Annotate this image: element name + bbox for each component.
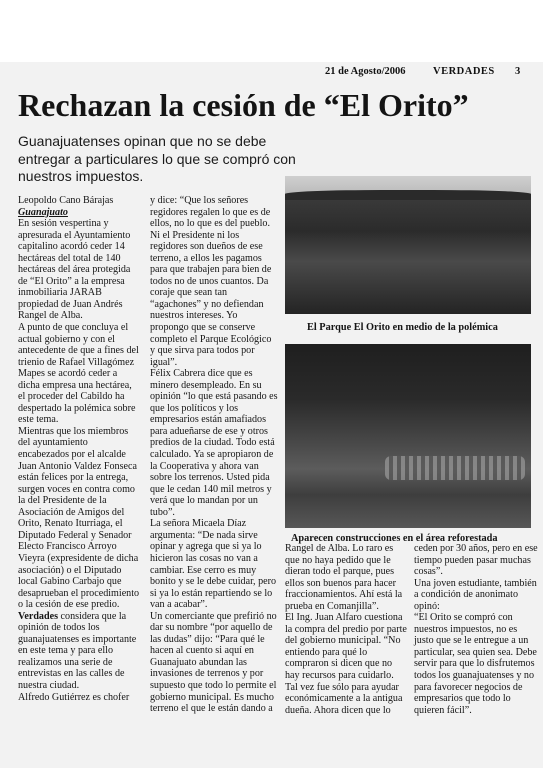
paragraph: Mientras que los miembros del ayuntamiento encabezados por el alcalde Juan Antonio Valdez Fonseca están felices por la entrega, surgen voces en contra como la del Presidente de la Asociación de Amigos del Orito, Renato Iturriaga, el Diputado Federal y Senador Electo Francisco Arroyo Vieyra (expresidente de dicha asociación) o el Diputado local Gabino Carbajo que desaprueban el procedimiento o la cesión de ese predio. <box>18 425 140 611</box>
subheadline: Guanajuatenses opinan que no se debe entregar a particulares lo que se compró con nuestros impuestos. <box>18 133 296 184</box>
article-column-2 <box>150 195 278 715</box>
verdades-rest: considera que la opinión de todos los guanajuatenses es importante en este tema y para ello realizamos una serie de entrevistas en las calles de nuestra ciudad. <box>18 610 137 691</box>
headline: Rechazan la cesión de “El Orito” <box>18 87 469 123</box>
paragraph: Una joven estudiante, también a condición de anonimato opinó: <box>414 577 537 612</box>
paragraph-verdades <box>18 611 140 692</box>
photo-reforested-area <box>285 344 531 528</box>
paragraph: Alfredo Gutiérrez es chofer <box>18 691 130 703</box>
publication-name: VERDADES <box>433 66 495 77</box>
photo-rocks <box>385 456 525 480</box>
paragraph: Rangel de Alba. Lo raro es que no haya pedido que le dieran todo el parque, pues ellos son buenos para hacer fraccionamientos. Ahí está la prueba en Comanjilla”. <box>285 543 403 612</box>
page-number: 3 <box>515 66 521 77</box>
photo-el-orito-park <box>285 176 531 314</box>
top-margin <box>0 0 543 62</box>
paragraph: Félix Cabrera dice que es minero desempleado. En su opinión “lo que está pasando es que los políticos y los empresarios están amafiados para adueñarse de ese y otros predios de la ciudad. Todo está calculado. Ya se apropiaron de la Cooperativa y ahora van sobre los terrenos. Usted pida que le cedan 140 mil metros y verá que lo mandan por un tubo”. <box>150 368 278 518</box>
photo-ridge <box>285 190 531 200</box>
article-column-1 <box>18 195 140 703</box>
verdades-lead: Verdades <box>18 610 59 622</box>
byline-location: Guanajuato <box>18 206 68 218</box>
photo-caption-2: Aparecen construcciones en el área reforestada <box>291 533 498 544</box>
article-column-4 <box>414 543 538 716</box>
page-header <box>0 64 543 80</box>
photo-caption-1: El Parque El Orito en medio de la polémica <box>307 322 498 333</box>
paragraph: y dice: “Que los señores regidores regalen lo que es de ellos, no lo que es del pueblo. Ni el Presidente ni los regidores son dueños de ese terreno, a ellos les pagamos para que trabajen para bien de todos no de unos cuantos. Da coraje que sean tan “agachones” y no defiendan nuestros intereses. Yo propongo que se conserve completo el Parque Ecológico y que sirva para todos por igual”. <box>150 195 272 368</box>
byline-author: Leopoldo Cano Bárajas <box>18 195 114 206</box>
paragraph: “El Orito se compró con nuestros impuestos, no es justo que se le entregue a un particular, sea quien sea. Debe servir para que lo disfrutemos todos los guanajuatenses y no para favorecer negocios de empresarios que todo lo quieren fácil”. <box>414 612 537 716</box>
article-column-3 <box>285 543 407 716</box>
paragraph: El Ing. Juan Alfaro cuestiona la compra del predio por parte del gobierno municipal. “No entiendo para qué lo compraron si dicen que no hay recursos para cuidarlo. Tal vez fue sólo para ayudar económicamente a la antigua dueña. Ahora dicen que lo <box>285 612 407 716</box>
paragraph: En sesión vespertina y apresurada el Ayuntamiento capitalino acordó ceder 14 hectáreas del total de 140 hectáreas del área protegida de “El Orito” a la empresa inmobiliaria JARAB propiedad de Juan Andrés Rangel de Alba. <box>18 218 131 322</box>
paragraph: La señora Micaela Díaz argumenta: “De nada sirve opinar y agrega que si ya lo hicieron las cosas no van a cambiar. Ese cerro es muy bonito y se le debe cuidar, pero si ya lo están repartiendo se lo van a acabar”. <box>150 518 277 611</box>
paragraph: A punto de que concluya el actual gobierno y con el antecedente de que a fines del trienio de Rafael Villagómez Mapes se acordó ceder a dicha empresa una hectárea, el proceder del Cabildo ha despertado la polémica sobre este tema. <box>18 322 139 426</box>
paragraph: ceden por 30 años, pero en ese tiempo pueden pasar muchas cosas”. <box>414 543 538 578</box>
paragraph: Un comerciante que prefirió no dar su nombre “por aquello de las dudas” dijo: “Para qué le hacen al cuento si aquí en Guanajuato abundan las invasiones de terrenos y por supuesto que todo lo permite el gobierno municipal. Es mucho terreno el que le están dando a <box>150 610 277 715</box>
issue-date: 21 de Agosto/2006 <box>325 66 406 77</box>
